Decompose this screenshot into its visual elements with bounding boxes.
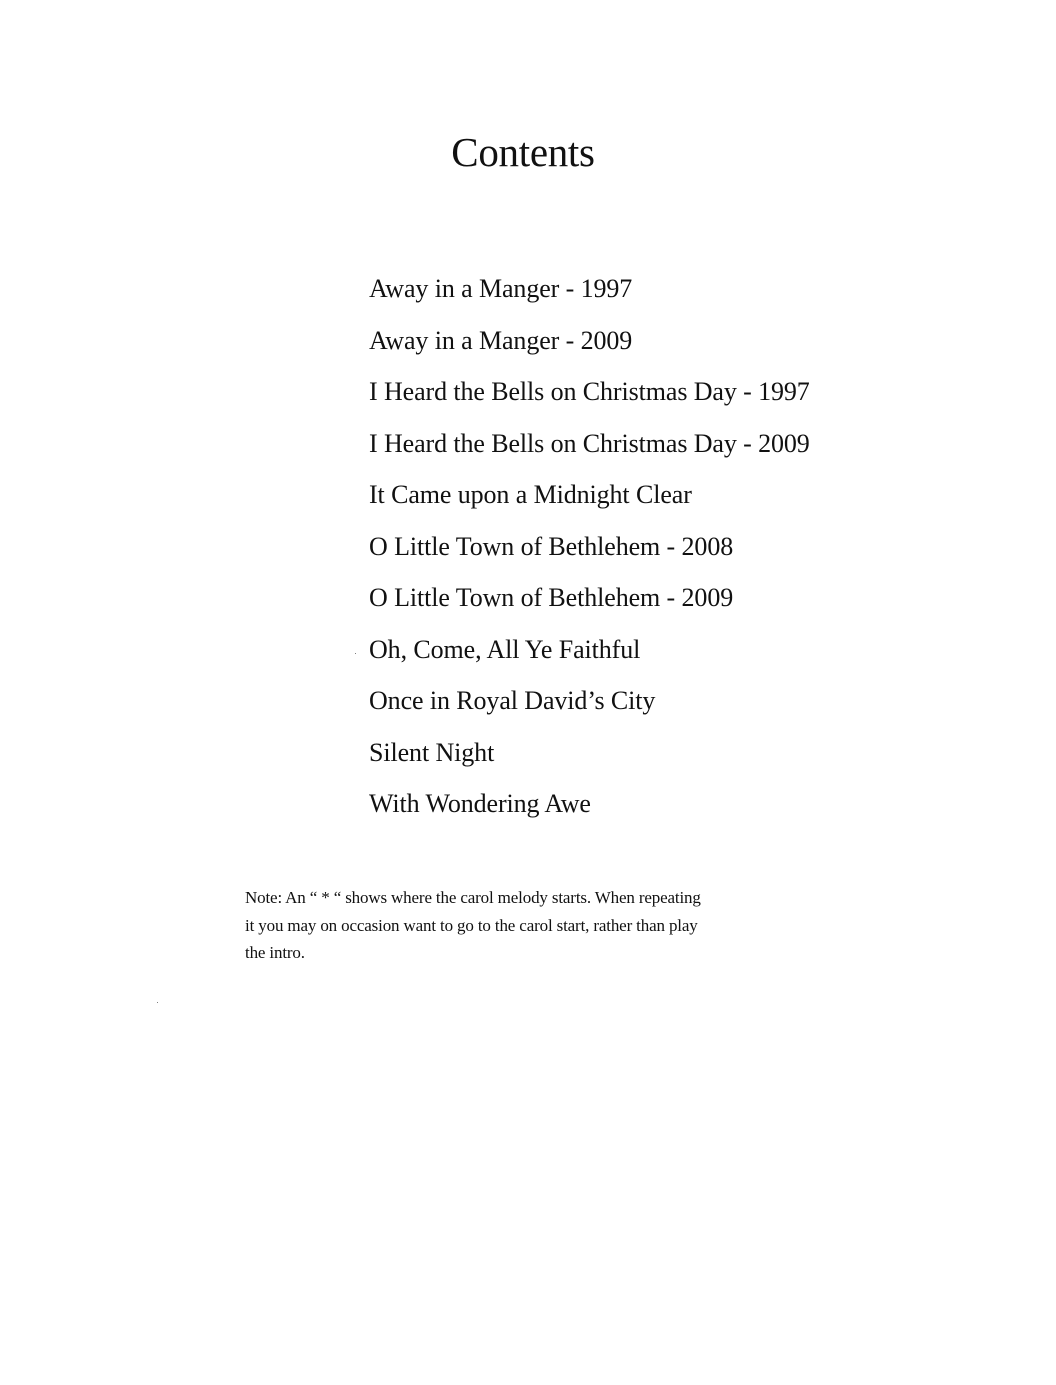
contents-entry: O Little Town of Bethlehem - 2009: [369, 583, 734, 612]
note-line: Note: An “ * “ shows where the carol melody starts. When repeating: [245, 888, 701, 907]
note-line: the intro.: [245, 943, 305, 962]
contents-entry: I Heard the Bells on Christmas Day - 1997: [369, 377, 810, 406]
note-line: it you may on occasion want to go to the carol start, rather than play: [245, 915, 698, 935]
contents-entry: Once in Royal David’s City: [369, 686, 656, 715]
contents-entry: Silent Night: [369, 737, 495, 767]
contents-entry: Away in a Manger - 2009: [369, 325, 633, 355]
scan-speck: [355, 653, 356, 654]
melody-note: [245, 884, 815, 967]
contents-entry: I Heard the Bells on Christmas Day - 2009: [369, 428, 810, 458]
contents-list: [369, 263, 810, 830]
contents-entry: It Came upon a Midnight Clear: [369, 480, 692, 509]
contents-entry: O Little Town of Bethlehem - 2008: [369, 531, 734, 561]
contents-entry: With Wondering Awe: [369, 789, 591, 818]
scan-speck: [157, 1002, 158, 1003]
page-title: Contents: [451, 129, 595, 175]
contents-entry: Away in a Manger - 1997: [369, 274, 633, 303]
contents-entry: Oh, Come, All Ye Faithful: [369, 634, 641, 664]
